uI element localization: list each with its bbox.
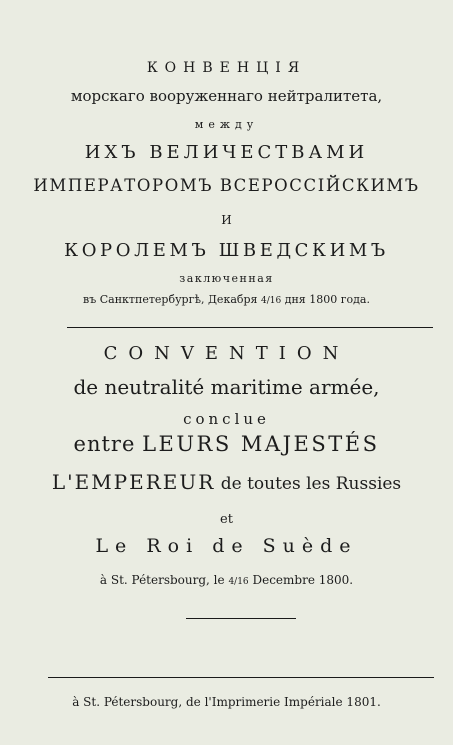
russian-emperor: ИМПЕРАТОРОМЪ ВСЕРОССІЙСКИМЪ [33, 176, 420, 195]
french-place-date-prefix: à St. Pétersbourg, le [99, 573, 225, 587]
french-and: et [220, 512, 233, 527]
russian-concluded: заключенная [179, 272, 274, 285]
french-concluded: conclue [183, 410, 270, 428]
french-emperor-line [0, 470, 453, 494]
russian-majesties: ИХЪ ВЕЛИЧЕСТВАМИ [84, 142, 369, 163]
french-between: entre [73, 432, 136, 456]
french-emperor: L'EMPEREUR [51, 470, 216, 494]
short-rule [186, 618, 296, 619]
russian-place-date [0, 293, 453, 306]
divider-rule [67, 327, 433, 328]
russian-between: между [194, 118, 259, 131]
russian-place-date-prefix: въ Санктпетербургѣ, Декабря [83, 293, 258, 306]
russian-title: КОНВЕНЦІЯ [146, 60, 307, 76]
french-title: CONVENTION [103, 343, 350, 364]
french-russias: de toutes les Russies [220, 474, 402, 494]
imprint: à St. Pétersbourg, de l'Imprimerie Impériale 1801. [72, 695, 381, 709]
french-subtitle: de neutralité maritime armée, [73, 375, 380, 399]
russian-king: КОРОЛЕМЪ ШВЕДСКИМЪ [64, 240, 389, 261]
russian-day: 4/16 [260, 296, 282, 306]
french-place-date-suffix: Decembre 1800. [252, 573, 354, 587]
french-place-date [0, 573, 453, 587]
russian-and: И [221, 213, 232, 227]
french-majesties: LEURS MAJESTÉS [142, 432, 380, 456]
imprint-rule [48, 677, 434, 678]
french-king: Le Roi de Suède [95, 535, 358, 557]
russian-place-date-suffix: дня 1800 года. [284, 293, 370, 306]
russian-subtitle: морскаго вооруженнаго нейтралитета, [70, 87, 383, 105]
french-day: 4/16 [228, 577, 249, 587]
french-majesties-line [0, 432, 453, 456]
